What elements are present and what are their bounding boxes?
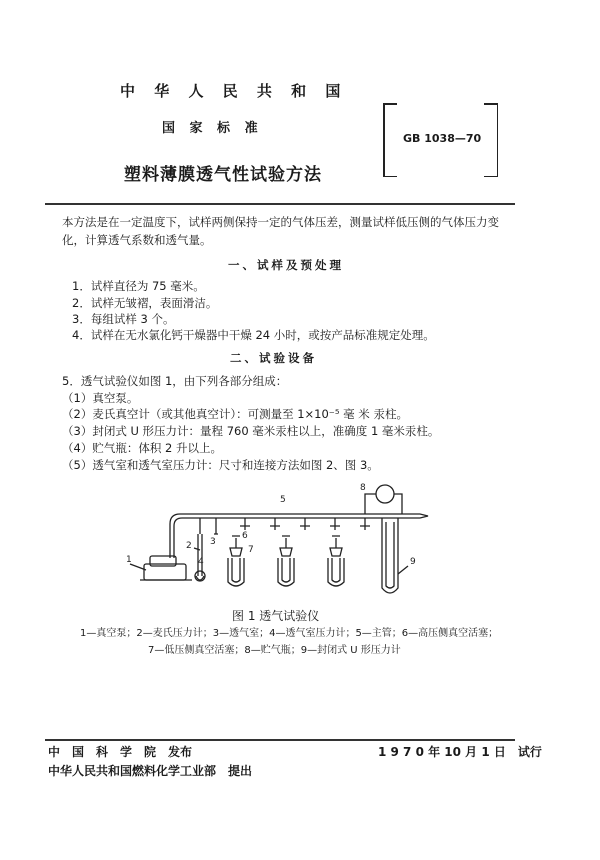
permeability-apparatus-diagram [120, 478, 440, 606]
header-rule [45, 203, 515, 205]
section1-item: 4．试样在无水氯化钙干燥器中干燥 24 小时，或按产品标准规定处理。 [72, 328, 435, 342]
section2-item: （3）封闭式 U 形压力计：量程 760 毫米汞柱以上，准确度 1 毫米汞柱。 [62, 424, 440, 438]
section1-item: 3．每组试样 3 个。 [72, 312, 175, 326]
figure-label: 4 [198, 557, 204, 567]
trial-date: 1 9 7 0 年 10 月 1 日 试行 [378, 745, 542, 759]
standard-type: 国 家 标 准 [162, 121, 263, 136]
closed-u-manometer [382, 518, 398, 593]
figure-label: 1 [126, 555, 132, 565]
section1-item: 2．试样无皱褶，表面滑洁。 [72, 296, 218, 310]
standard-code: GB 1038—70 [403, 132, 482, 145]
section2-item: （5）透气室和透气室压力计：尺寸和连接方法如图 2、图 3。 [62, 458, 379, 472]
figure-label: 6 [242, 531, 248, 541]
figure-label: 8 [360, 483, 366, 493]
permeation-cell [278, 536, 294, 586]
permeation-cell [228, 536, 244, 586]
country-name: 中 华 人 民 共 和 国 [120, 82, 348, 100]
figure-legend-line2: 7—低压侧真空活塞；8—贮气瓶；9—封闭式 U 形压力计 [148, 645, 401, 656]
issuing-org: 中 国 科 学 院 发布 [48, 745, 193, 759]
standard-code-box [383, 103, 498, 177]
main-pipe [170, 514, 428, 558]
intro-paragraph: 本方法是在一定温度下，试样两侧保持一定的气体压差，测量试样低压侧的气体压力变化，计算透气系数和透气量。 [62, 215, 499, 247]
figure-label: 5 [280, 495, 286, 505]
proposing-org: 中华人民共和国燃料化学工业部 提出 [48, 764, 253, 778]
section2-item: （4）贮气瓶：体积 2 升以上。 [62, 441, 222, 455]
section1-heading: 一、试样及预处理 [228, 258, 344, 272]
figure-label: 3 [210, 537, 216, 547]
section1-item: 1．试样直径为 75 毫米。 [72, 279, 205, 293]
document-title: 塑料薄膜透气性试验方法 [124, 165, 322, 185]
figure-legend-line1: 1—真空泵；2—麦氏压力计；3—透气室；4—透气室压力计；5—主管；6—高压侧真空活塞； [80, 628, 499, 639]
footer-rule [45, 739, 515, 741]
section2-item: （1）真空泵。 [62, 391, 139, 405]
figure-label: 7 [248, 545, 254, 555]
figure-label: 2 [186, 541, 192, 551]
figure-caption: 图 1 透气试验仪 [232, 609, 320, 623]
gas-reservoir [376, 485, 394, 503]
section2-heading: 二、试验设备 [230, 351, 317, 365]
permeation-cell [328, 536, 344, 586]
section2-item: 5．透气试验仪如图 1，由下列各部分组成： [62, 374, 288, 388]
figure-label: 9 [410, 557, 416, 567]
section2-item: （2）麦氏真空计（或其他真空计）：可测量至 1×10⁻⁵ 毫 米 汞柱。 [62, 407, 408, 421]
